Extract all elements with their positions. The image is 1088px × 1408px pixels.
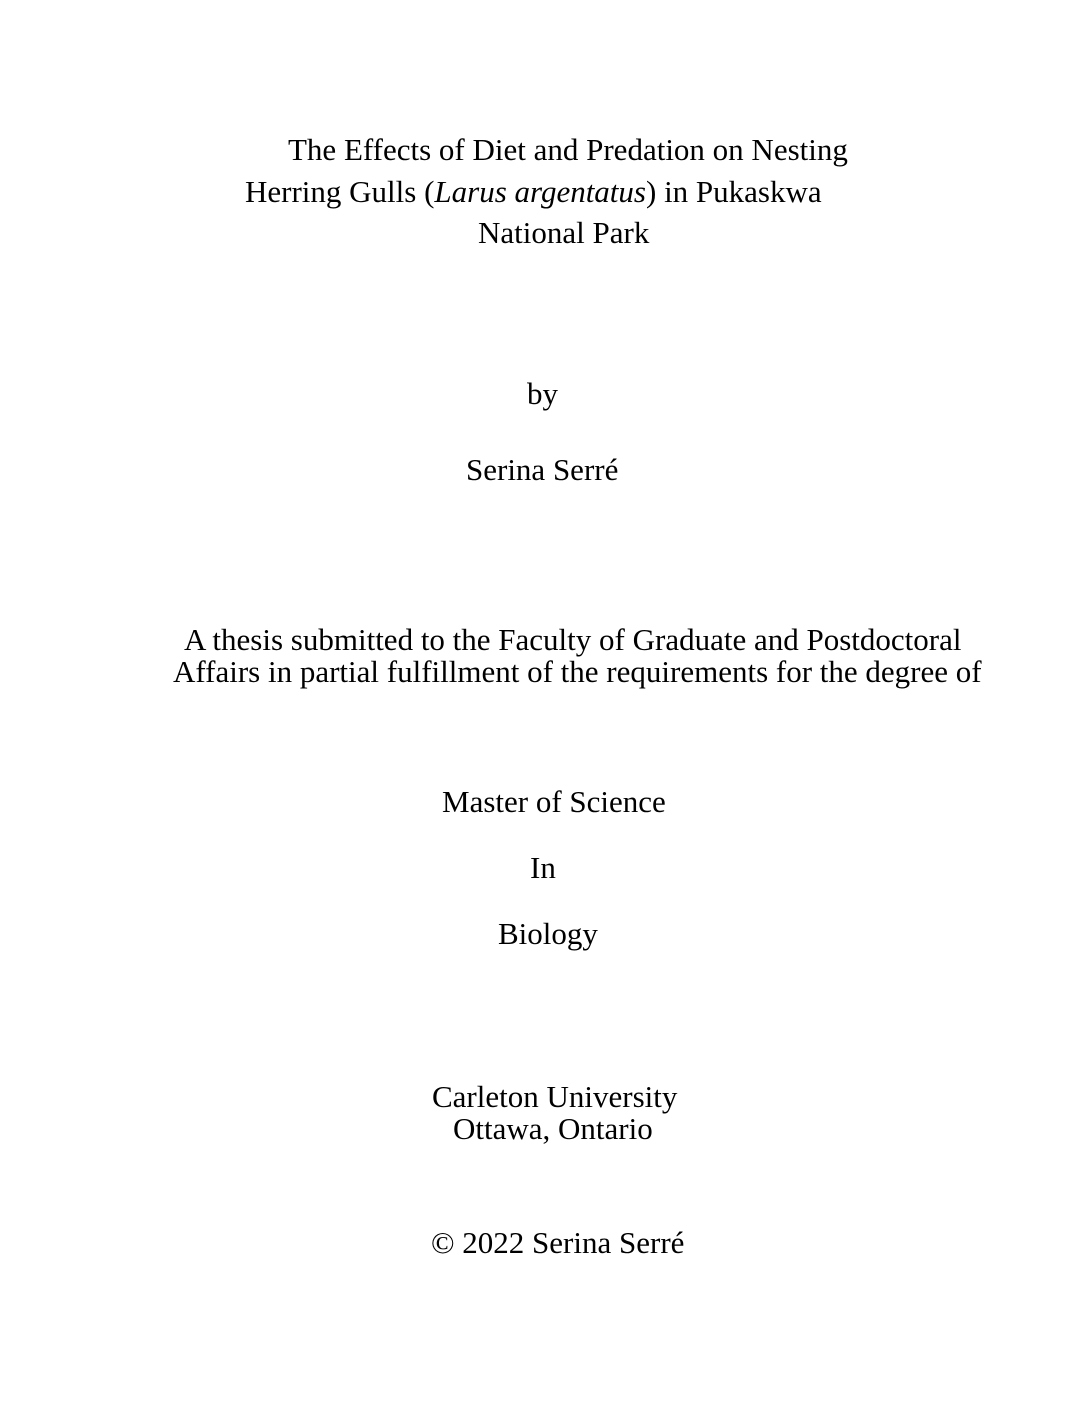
thesis-title-line-3: National Park xyxy=(478,215,650,250)
degree-connector: In xyxy=(530,850,556,885)
submission-statement-line-2: Affairs in partial fulfillment of the requirements for the degree of xyxy=(173,654,982,689)
author-name: Serina Serré xyxy=(466,452,619,487)
university-location: Ottawa, Ontario xyxy=(453,1111,653,1146)
thesis-title-line-2 xyxy=(245,171,822,213)
by-label: by xyxy=(527,376,558,411)
degree-field: Biology xyxy=(498,916,598,951)
degree-name: Master of Science xyxy=(442,784,666,819)
species-name: Larus argentatus xyxy=(434,174,646,209)
title-line-2-prefix: Herring Gulls ( xyxy=(245,174,435,209)
title-line-2-suffix: ) in Pukaskwa xyxy=(646,174,822,209)
submission-statement-line-1: A thesis submitted to the Faculty of Graduate and Postdoctoral xyxy=(184,622,962,657)
university-name: Carleton University xyxy=(432,1079,678,1114)
copyright-notice: © 2022 Serina Serré xyxy=(431,1225,685,1260)
thesis-title-line-1: The Effects of Diet and Predation on Nesting xyxy=(288,132,848,167)
